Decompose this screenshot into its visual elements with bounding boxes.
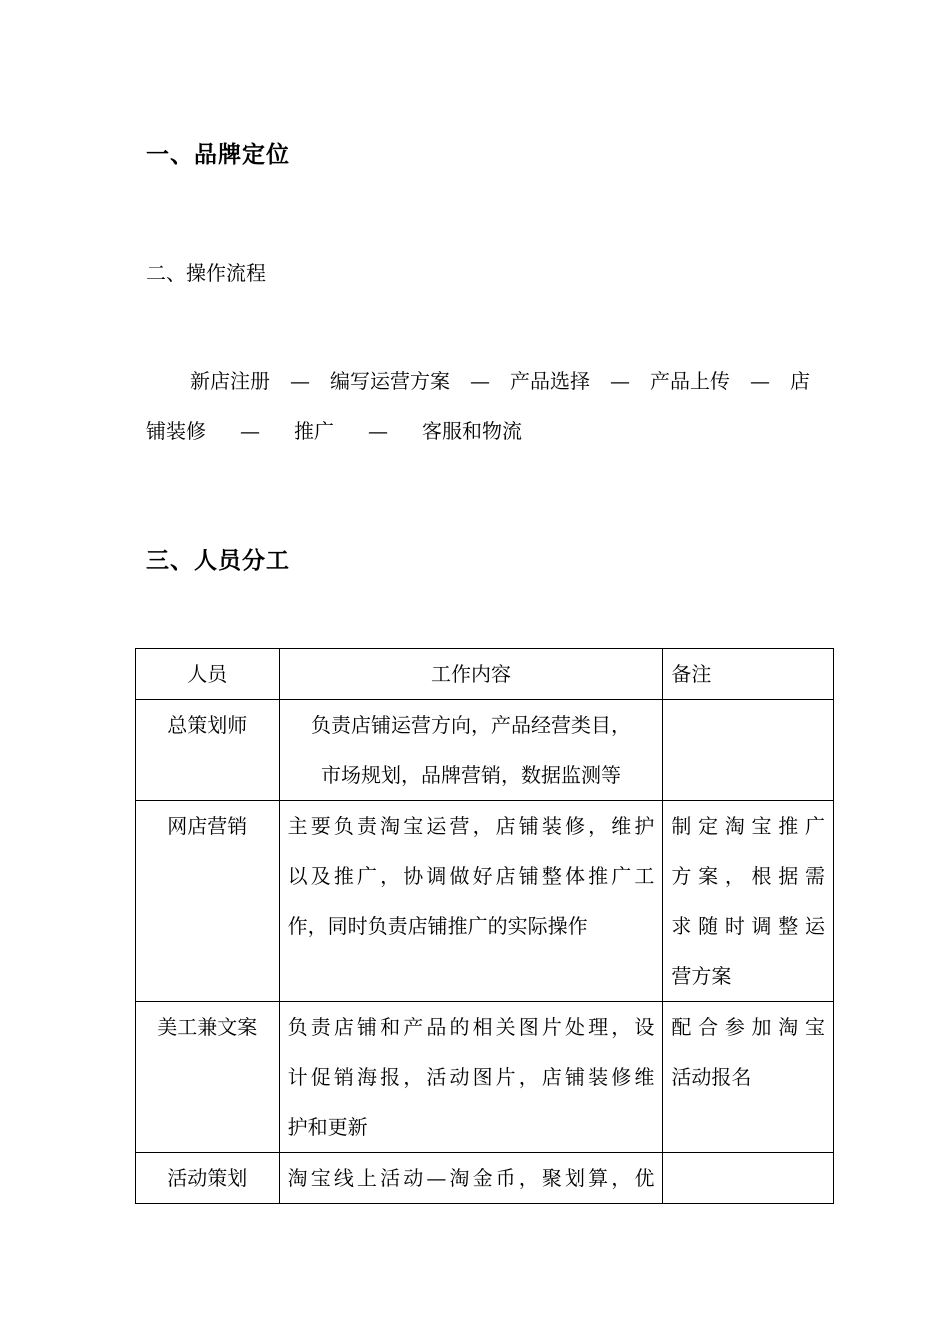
heading-staff-division: 三、人员分工 <box>146 547 290 574</box>
flow-step: 新店注册 <box>190 369 270 393</box>
heading-brand-positioning: 一、品牌定位 <box>146 141 290 168</box>
flow-step: 客服和物流 <box>422 419 522 443</box>
flow-step: 产品选择 <box>510 369 590 393</box>
note-line: 配合参加淘宝 <box>671 1015 825 1039</box>
flow-step: 产品上传 <box>650 369 730 393</box>
work-line: 作，同时负责店铺推广的实际操作 <box>287 914 588 938</box>
flow-line-2 <box>146 406 810 456</box>
work-cell <box>279 801 663 1002</box>
flow-dash: — <box>750 369 770 393</box>
header-cell-note: 备注 <box>663 649 834 700</box>
flow-step: 编写运营方案 <box>330 369 450 393</box>
work-line: 主要负责淘宝运营，店铺装修，维护 <box>287 814 655 838</box>
work-line: 计促销海报，活动图片，店铺装修维 <box>287 1065 655 1089</box>
note-line: 活动报名 <box>671 1065 752 1089</box>
work-line: 市场规划，品牌营销，数据监测等 <box>321 763 621 787</box>
note-line: 营方案 <box>671 964 732 988</box>
table-row <box>136 700 834 801</box>
flow-line-1 <box>146 356 810 406</box>
note-cell <box>663 1153 834 1204</box>
table-row <box>136 1002 834 1153</box>
flow-dash: — <box>290 369 310 393</box>
table-row <box>136 1153 834 1204</box>
table-header-row <box>136 649 834 700</box>
work-cell <box>279 700 663 801</box>
flow-step: 铺装修 <box>146 419 206 443</box>
role-cell: 美工兼文案 <box>136 1002 280 1153</box>
role-cell: 网店营销 <box>136 801 280 1002</box>
flow-dash: — <box>470 369 490 393</box>
work-cell <box>279 1002 663 1153</box>
note-line: 制定淘宝推广 <box>671 814 825 838</box>
flow-dash: — <box>610 369 630 393</box>
header-cell-staff: 人员 <box>136 649 280 700</box>
work-line: 以及推广，协调做好店铺整体推广工 <box>287 864 655 888</box>
work-line: 负责店铺运营方向，产品经营类目， <box>311 713 631 737</box>
note-line: 求随时调整运 <box>671 914 825 938</box>
work-line: 负责店铺和产品的相关图片处理，设 <box>287 1015 655 1039</box>
role-cell: 活动策划 <box>136 1153 280 1204</box>
note-cell <box>663 1002 834 1153</box>
staff-table <box>135 648 834 1204</box>
heading-operation-process: 二、操作流程 <box>146 261 266 285</box>
work-cell <box>279 1153 663 1204</box>
flow-dash: — <box>368 419 388 443</box>
flow-step: 店 <box>790 369 810 393</box>
note-line: 方案，根据需 <box>671 864 825 888</box>
flow-step: 推广 <box>294 419 334 443</box>
work-line: 淘宝线上活动—淘金币，聚划算，优 <box>287 1166 655 1190</box>
role-cell: 总策划师 <box>136 700 280 801</box>
note-cell <box>663 801 834 1002</box>
work-line: 护和更新 <box>287 1115 368 1139</box>
header-cell-work: 工作内容 <box>279 649 663 700</box>
note-cell <box>663 700 834 801</box>
flow-dash: — <box>240 419 260 443</box>
table-row <box>136 801 834 1002</box>
